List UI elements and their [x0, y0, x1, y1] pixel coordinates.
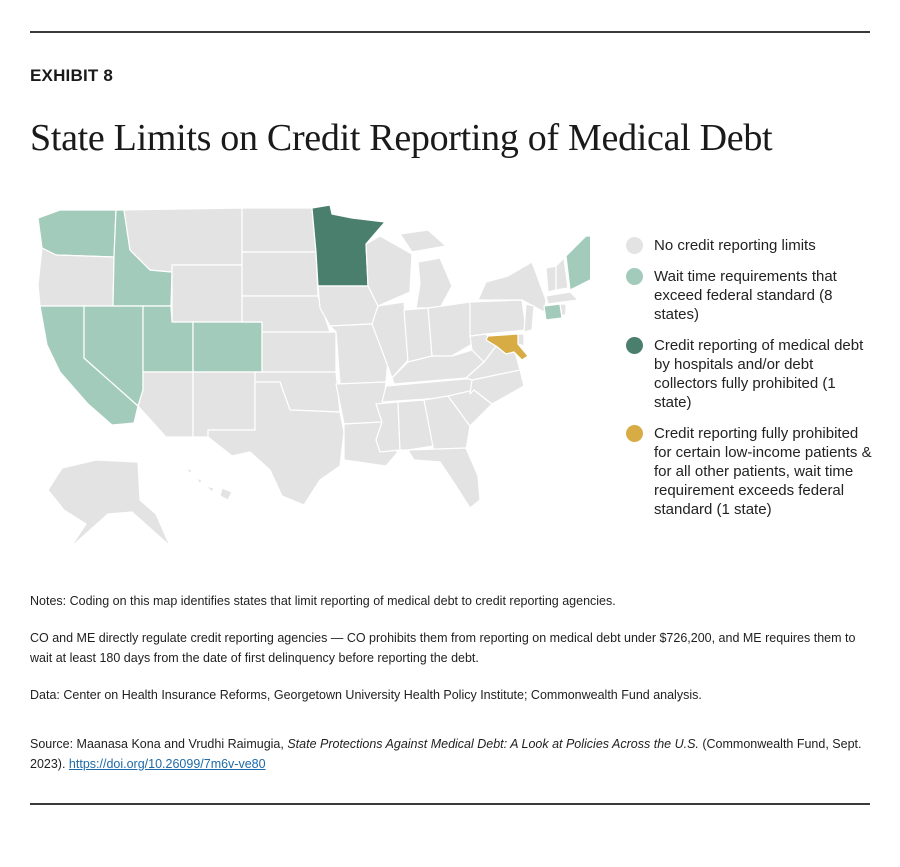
- page-title: State Limits on Credit Reporting of Medical Debt: [30, 117, 773, 159]
- data-source-note: Data: Center on Health Insurance Reforms, Georgetown University Health Policy Institute; Commonwealth Fund analysis.: [30, 688, 702, 702]
- state-WY: [172, 265, 242, 322]
- source-title: State Protections Against Medical Debt: A Look at Policies Across the U.S.: [287, 737, 699, 751]
- state-MT: [124, 208, 242, 272]
- state-WA: [38, 210, 116, 257]
- legend-swatch-wait-time: [626, 268, 643, 285]
- state-CT: [544, 304, 562, 320]
- state-HI: [186, 468, 232, 500]
- state-AR: [336, 382, 386, 424]
- legend-swatch-low-income: [626, 425, 643, 442]
- state-SD: [242, 252, 318, 296]
- state-NJ: [524, 304, 534, 332]
- regulation-note: CO and ME directly regulate credit reporting agencies — CO prohibits them from reporting on medical debt under $726,200, and ME requires them to wait at least 180 days from the date of first delinquency before reporting the debt.: [30, 631, 856, 665]
- legend-swatch-fully-prohibited: [626, 337, 643, 354]
- us-map: [30, 200, 590, 560]
- state-NM: [193, 372, 255, 437]
- state-OR: [38, 248, 114, 306]
- bottom-rule: [30, 803, 870, 805]
- legend-item-low-income: [626, 424, 876, 519]
- legend-swatch-none: [626, 237, 643, 254]
- state-CO: [193, 322, 262, 372]
- legend-item-wait-time: [626, 267, 876, 324]
- state-WI: [366, 236, 412, 306]
- doi-link[interactable]: https://doi.org/10.26099/7m6v-ve80: [68, 756, 266, 771]
- legend-label: No credit reporting limits: [654, 237, 816, 254]
- state-ND: [242, 208, 316, 252]
- state-PA: [470, 300, 526, 336]
- state-MA: [546, 292, 578, 304]
- legend-label: Wait time requirements that exceed federal standard (8 states): [654, 268, 837, 323]
- legend-item-none: [626, 236, 876, 255]
- notes-text: Notes: Coding on this map identifies states that limit reporting of medical debt to credit reporting agencies.: [30, 594, 616, 608]
- source-prefix: Source: Maanasa Kona and Vrudhi Raimugia,: [30, 737, 288, 751]
- state-OH: [428, 302, 472, 356]
- source-citation: [30, 735, 875, 774]
- state-AZ: [138, 372, 193, 437]
- legend-item-fully-prohibited: [626, 336, 876, 412]
- state-ME: [566, 236, 590, 290]
- exhibit-label: EXHIBIT 8: [30, 66, 114, 85]
- state-VT: [546, 266, 556, 292]
- top-rule: [30, 31, 870, 33]
- map-legend: [626, 236, 876, 531]
- state-KS: [262, 332, 336, 372]
- legend-label: Credit reporting fully prohibited for certain low-income patients & for all other patients, wait time requirement exceeds federal standard (1 state): [654, 425, 872, 518]
- state-FL: [408, 448, 480, 508]
- source-suffix: (Commonwealth Fund, Sept. 2023).: [30, 737, 862, 771]
- state-AK: [48, 460, 170, 548]
- state-IA: [318, 286, 378, 326]
- legend-label: Credit reporting of medical debt by hospitals and/or debt collectors fully prohibited (1 state): [654, 337, 864, 411]
- state-IN: [404, 308, 432, 362]
